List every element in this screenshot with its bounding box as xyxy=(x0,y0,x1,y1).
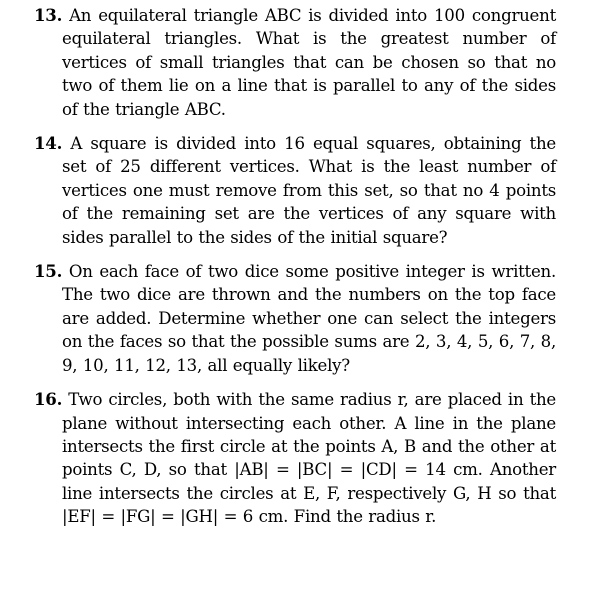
problem-13 xyxy=(34,4,556,121)
problem-text: An equilateral triangle ABC is divided into 100 congruent equilateral triangles. What is the greatest number of vertices of small triangles that can be chosen so that no two of them lie on a line that is parallel to any of the sides of the triangle ABC. xyxy=(62,6,556,119)
problem-text: A square is divided into 16 equal squares, obtaining the set of 25 different vertices. What is the least number of vertices one must remove from this set, so that no 4 points of the remaining set are the vertices of any square with sides parallel to the sides of the initial square? xyxy=(62,134,556,247)
problem-number: 14. xyxy=(34,133,63,154)
problem-16 xyxy=(34,388,556,528)
problem-14 xyxy=(34,132,556,249)
problem-text: On each face of two dice some positive integer is written. The two dice are thrown and the numbers on the top face are added. Determine whether one can select the integers on the faces so that the possible sums are 2, 3, 4, 5, 6, 7, 8, 9, 10, 11, 12, 13, all equally likely? xyxy=(62,262,557,375)
problem-number: 15. xyxy=(34,261,63,282)
problem-15 xyxy=(34,260,556,377)
problem-number: 16. xyxy=(34,389,63,410)
problem-number: 13. xyxy=(34,5,63,25)
problem-text: Two circles, both with the same radius r, are placed in the plane without intersecting each other. A line in the plane intersects the first circle at the points A, B and the other at points C, D, so that |AB| = |BC| = |CD| = 14 cm. Another line intersects the circles at E, F, respectively G, H so that |EF| = |FG| = |GH| = 6 cm. Find the radius r. xyxy=(62,390,556,527)
